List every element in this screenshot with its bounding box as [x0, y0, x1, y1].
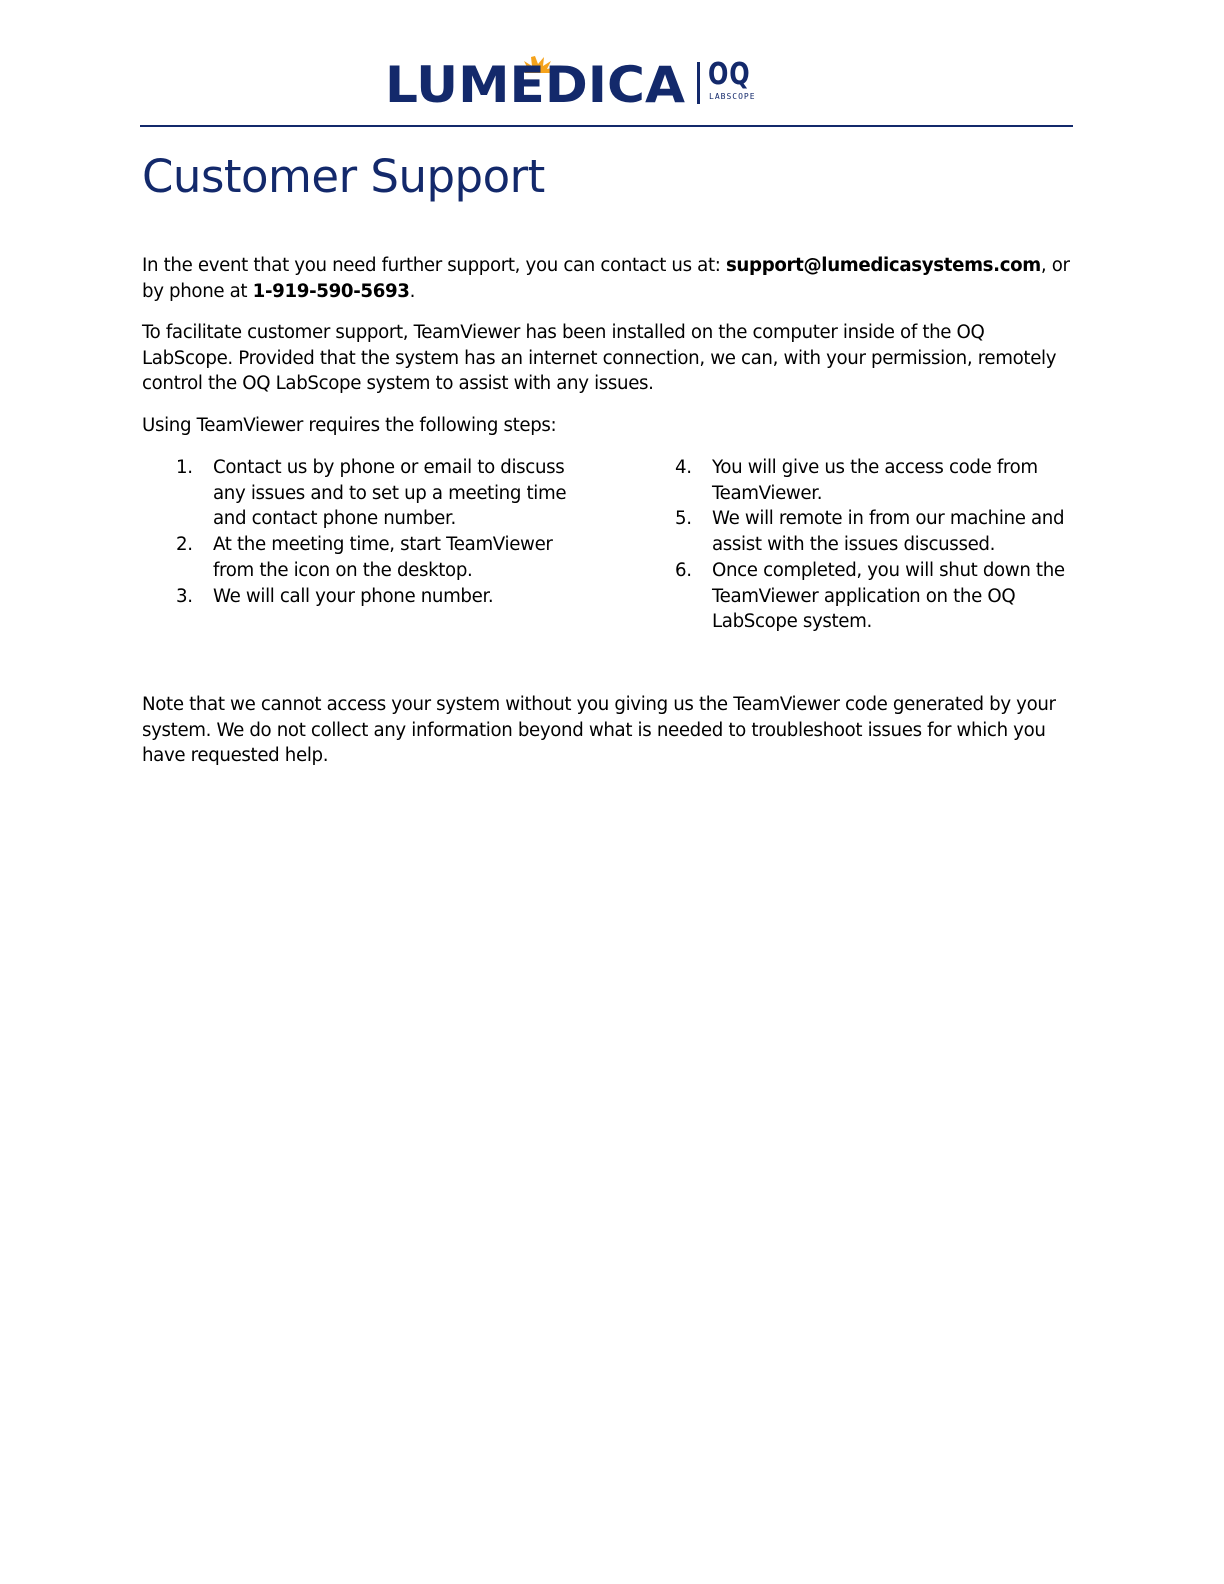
product-logo — [708, 58, 768, 108]
contact-text-3: . — [409, 280, 416, 302]
step-number: 3. — [176, 585, 193, 607]
steps-intro: Using TeamViewer requires the following steps: — [142, 415, 557, 436]
teamviewer-paragraph: To facilitate customer support, TeamViewer has been installed on the computer inside of the OQ LabScope. Provided that the system has an internet connection, we can, with your permission, remotely control the OQ LabScope system to assist with any issues. — [142, 322, 1057, 395]
step-text: Contact us by phone or email to discuss any issues and to set up a meeting time and contact phone number. — [213, 457, 567, 530]
steps-list-right — [675, 455, 1080, 635]
step-text: At the meeting time, start TeamViewer from the icon on the desktop. — [213, 534, 553, 581]
steps-list-left — [176, 455, 576, 609]
list-item — [675, 506, 1080, 557]
contact-text-2: , or by phone at — [142, 255, 1070, 302]
step-text: You will give us the access code from TeamViewer. — [712, 457, 1038, 504]
step-number: 4. — [675, 457, 692, 478]
header-rule — [140, 125, 1073, 127]
list-item — [675, 455, 1080, 506]
step-text: We will remote in from our machine and assist with the issues discussed. — [712, 508, 1065, 556]
logo-divider — [697, 62, 700, 104]
step-number: 6. — [675, 559, 692, 581]
support-email: support@lumedicasystems.com — [725, 255, 1041, 276]
step-text: Once completed, you will shut down the TeamViewer application on the OQ LabScope system. — [712, 559, 1065, 633]
note-paragraph: Note that we cannot access your system without you giving us the TeamViewer code generated by your system. We do not collect any information beyond what is needed to troubleshoot issues for which you have requested help. — [142, 694, 1056, 767]
list-item — [675, 558, 1080, 635]
contact-text-1: In the event that you need further support, you can contact us at: — [142, 255, 726, 276]
contact-paragraph — [142, 253, 1072, 304]
list-item — [176, 532, 576, 583]
brand-wordmark: LUMEDICA — [385, 56, 686, 114]
support-phone: 1-919-590-5693 — [252, 280, 410, 302]
step-number: 1. — [176, 457, 193, 478]
step-text: We will call your phone number. — [213, 585, 494, 607]
page-title: Customer Support — [142, 150, 545, 203]
step-number: 5. — [675, 508, 692, 530]
list-item — [176, 584, 576, 610]
product-subname: LABSCOPE — [709, 92, 756, 101]
step-number: 2. — [176, 534, 193, 556]
list-item — [176, 455, 576, 532]
page-header — [0, 52, 1224, 112]
lumedica-logo — [385, 52, 687, 114]
product-name: OQ — [708, 57, 751, 92]
